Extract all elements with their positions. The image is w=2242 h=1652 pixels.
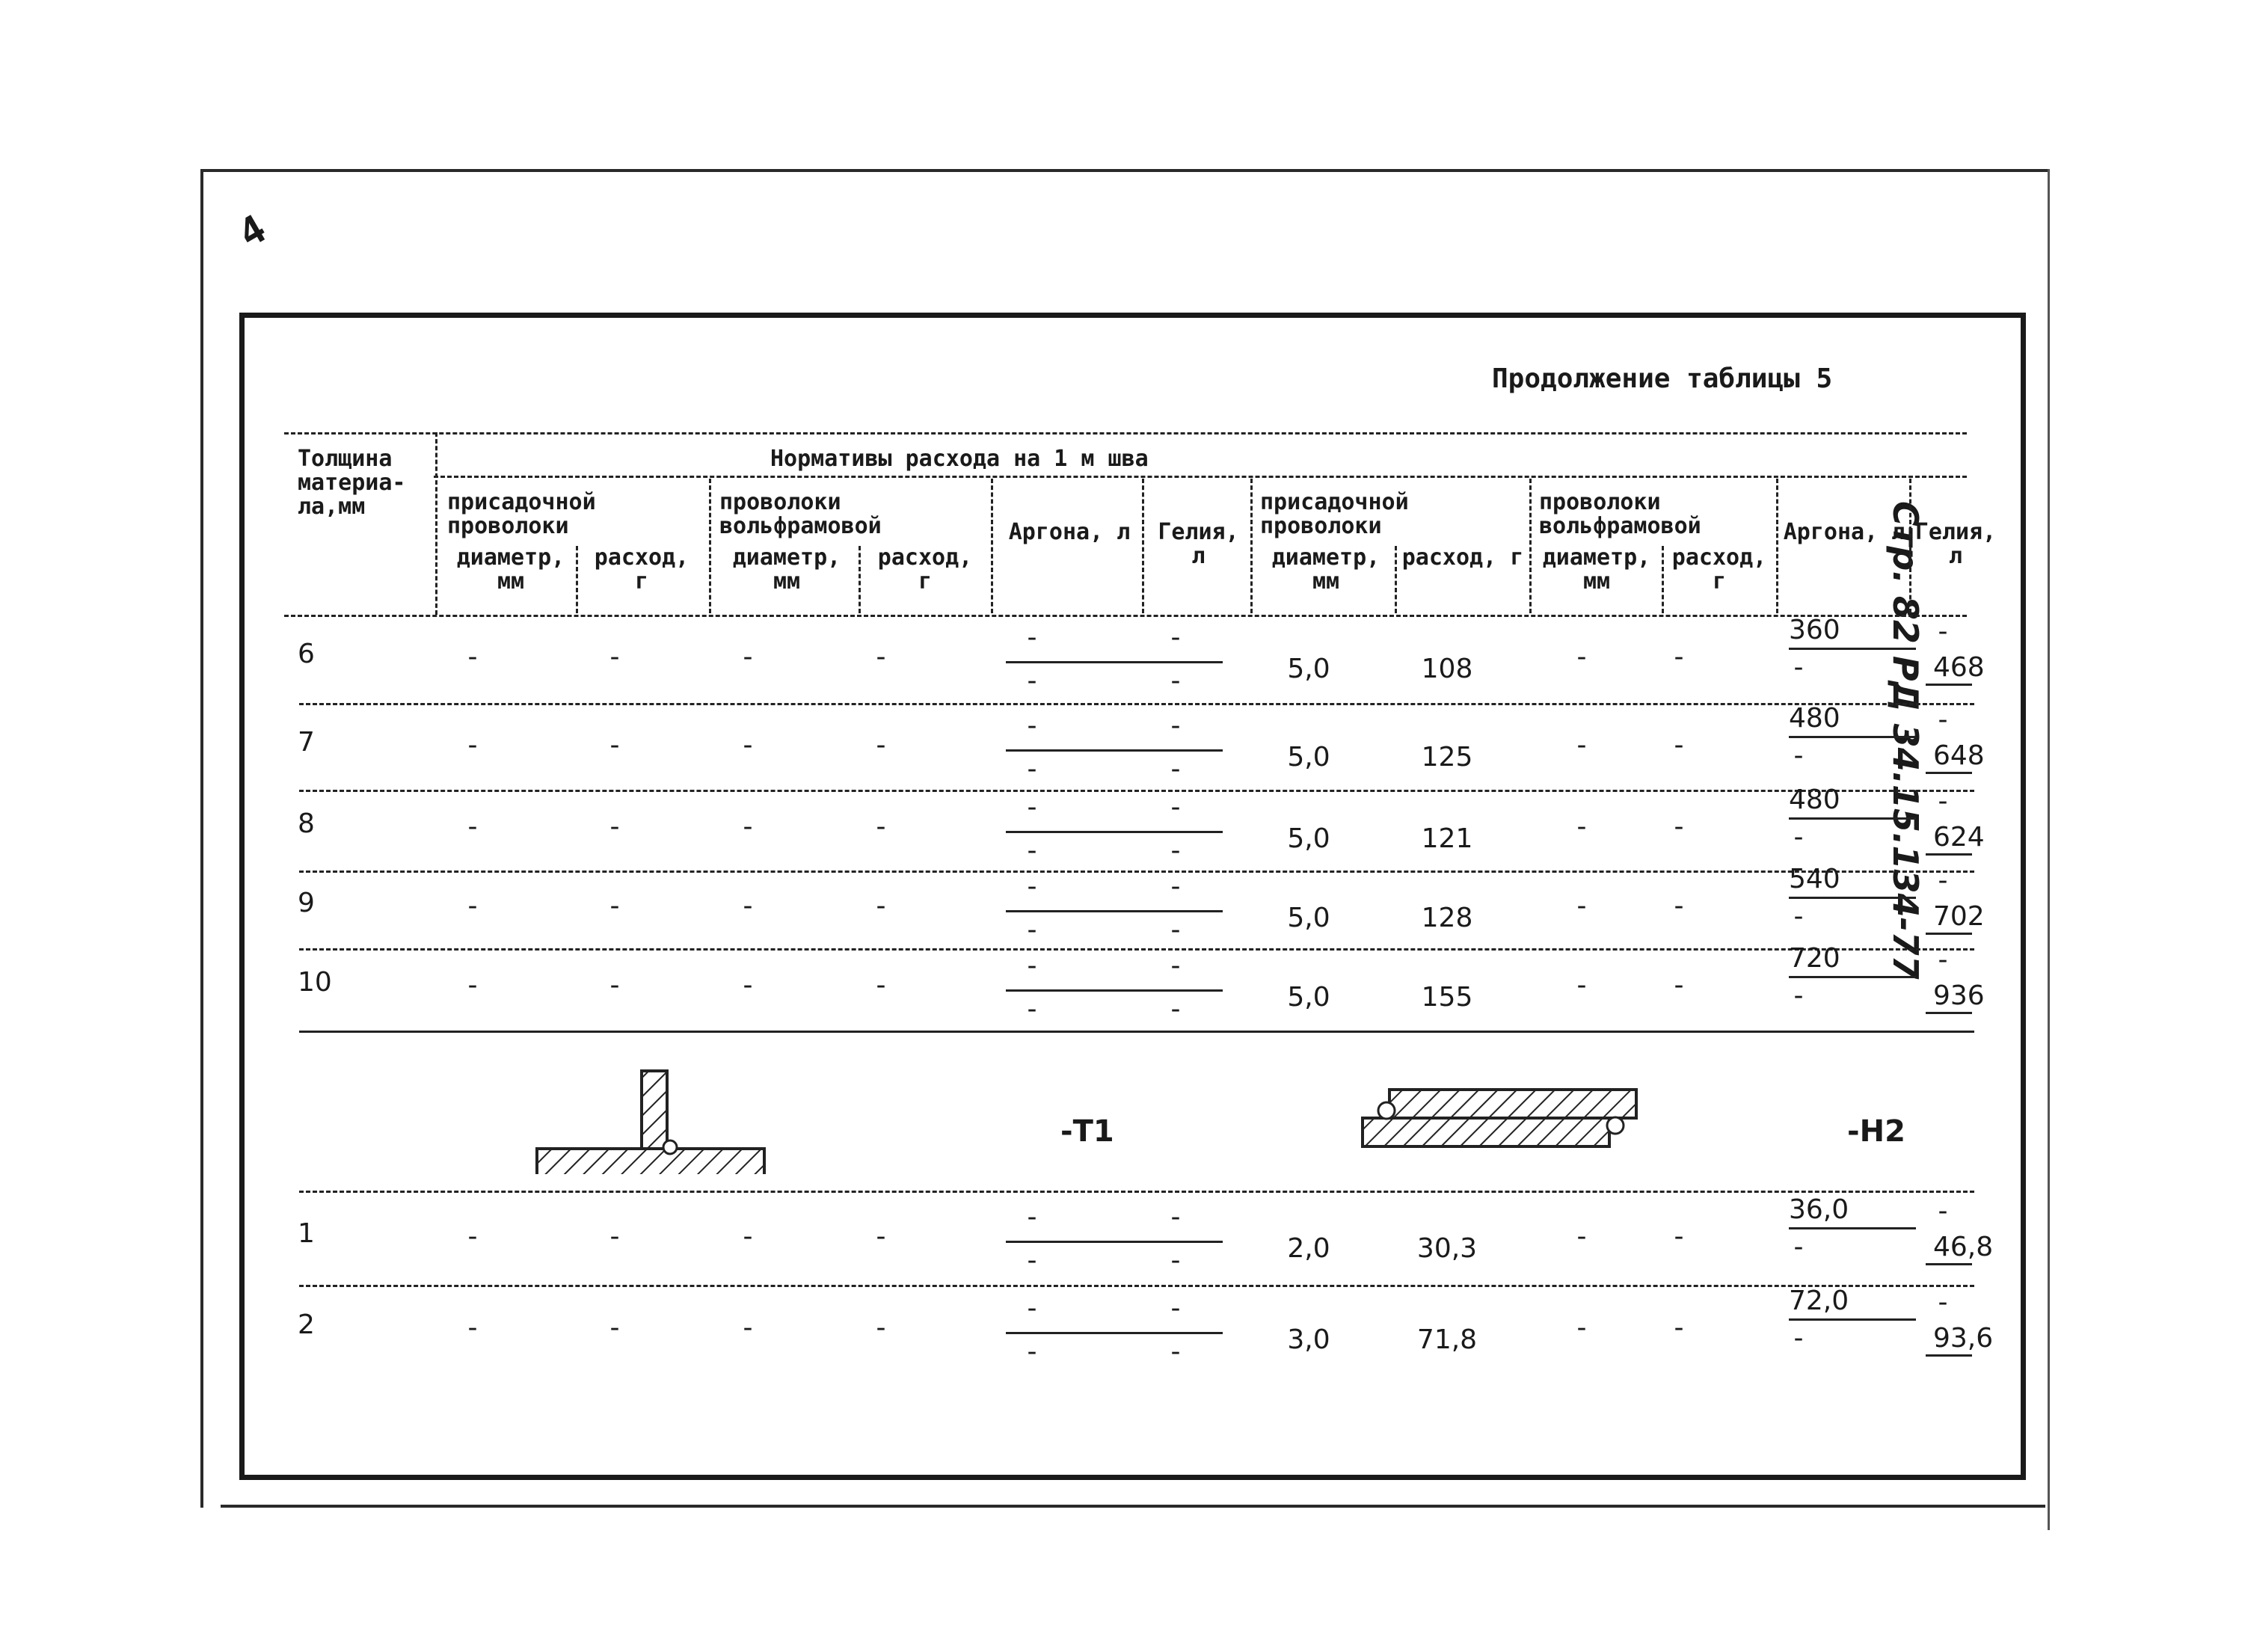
helium-placeholder: - (1170, 710, 1181, 741)
wire-consumption-cell: 125 (1421, 742, 1473, 773)
argon-placeholder: - (1793, 822, 1804, 853)
wire-diameter-cell: 5,0 (1287, 823, 1330, 854)
header-subdivider (576, 546, 578, 613)
argon-value: 72,0 (1789, 1286, 1849, 1316)
header-consumption: расход, г (594, 544, 690, 595)
argon-placeholder: - (1027, 871, 1037, 902)
header-helium: Гелия, л (1158, 519, 1239, 569)
outer-frame-bottom (221, 1505, 2045, 1508)
argon-placeholder: - (1027, 622, 1037, 653)
outer-frame-top (200, 169, 2049, 172)
thickness-cell: 8 (298, 808, 315, 839)
empty-dash-cell: - (1674, 970, 1684, 1001)
empty-dash-cell: - (743, 891, 753, 921)
header-thickness: Толщина материа- ла,мм (298, 446, 406, 520)
empty-dash-cell: - (609, 1221, 620, 1252)
helium-placeholder: - (1938, 865, 1948, 896)
header-divider (1529, 479, 1532, 613)
header-divider (1776, 479, 1778, 613)
tee-joint-diagram (523, 1062, 778, 1174)
table-caption: Продолжение таблицы 5 (1492, 363, 1833, 394)
wire-diameter-cell: 2,0 (1287, 1233, 1330, 1264)
fraction-line (1926, 772, 1972, 774)
argon-placeholder: - (1027, 666, 1037, 696)
empty-dash-cell: - (743, 730, 753, 761)
row-separator (299, 790, 1974, 792)
header-diameter: диаметр, мм (1542, 544, 1651, 595)
wire-diameter-cell: 3,0 (1287, 1324, 1330, 1355)
section-a-bottom-rule (299, 1031, 1974, 1033)
header-argon: Аргона, л (1008, 519, 1131, 545)
fraction-line (1789, 976, 1916, 978)
joint-label-n2: -Н2 (1847, 1114, 1905, 1149)
lap-joint-diagram (1354, 1081, 1645, 1163)
header-divider (1142, 479, 1144, 613)
empty-dash-cell: - (1674, 730, 1684, 761)
empty-dash-cell: - (467, 891, 478, 921)
empty-dash-cell: - (1674, 1312, 1684, 1343)
empty-dash-cell: - (743, 970, 753, 1001)
argon-placeholder: - (1793, 901, 1804, 932)
joint-label-t1: -Т1 (1060, 1114, 1114, 1149)
argon-value: 720 (1789, 943, 1840, 974)
helium-placeholder: - (1170, 915, 1181, 945)
wire-consumption-cell: 155 (1421, 982, 1473, 1013)
header-diameter: диаметр, мм (456, 544, 565, 595)
helium-placeholder: - (1170, 622, 1181, 653)
empty-dash-cell: - (609, 891, 620, 921)
empty-dash-cell: - (1576, 1312, 1587, 1343)
thickness-cell: 2 (298, 1309, 315, 1340)
header-norms: Нормативы расхода на 1 м шва (770, 446, 1149, 472)
header-consumption: расход, г (1401, 544, 1524, 571)
helium-placeholder: - (1170, 1202, 1181, 1232)
helium-value: 468 (1933, 652, 1985, 683)
argon-value: 480 (1789, 703, 1840, 734)
helium-placeholder: - (1938, 616, 1948, 647)
empty-dash-cell: - (1674, 642, 1684, 672)
argon-placeholder: - (1027, 1245, 1037, 1276)
fraction-line (1006, 661, 1223, 663)
outer-frame-left (200, 169, 203, 1508)
empty-dash-cell: - (1674, 1221, 1684, 1252)
argon-placeholder: - (1793, 740, 1804, 771)
row-separator (299, 1285, 1974, 1287)
empty-dash-cell: - (876, 642, 886, 672)
header-bottom-rule (284, 615, 1967, 617)
thickness-cell: 9 (298, 888, 315, 918)
fraction-line (1789, 736, 1916, 738)
empty-dash-cell: - (1576, 730, 1587, 761)
empty-dash-cell: - (876, 1312, 886, 1343)
empty-dash-cell: - (609, 730, 620, 761)
empty-dash-cell: - (743, 811, 753, 842)
helium-placeholder: - (1170, 792, 1181, 823)
fraction-line (1926, 1354, 1972, 1357)
header-argon: Аргона, л (1783, 519, 1905, 545)
helium-placeholder: - (1938, 1287, 1948, 1318)
helium-placeholder: - (1170, 1245, 1181, 1276)
header-subdivider (1395, 546, 1397, 613)
header-divider (1250, 479, 1253, 613)
empty-dash-cell: - (876, 1221, 886, 1252)
wire-diameter-cell: 5,0 (1287, 742, 1330, 773)
argon-placeholder: - (1793, 980, 1804, 1011)
helium-placeholder: - (1938, 786, 1948, 817)
empty-dash-cell: - (743, 1312, 753, 1343)
header-divider (1909, 479, 1911, 613)
row-separator (299, 870, 1974, 873)
header-filler-wire: присадочной проволоки (1260, 489, 1409, 539)
helium-placeholder: - (1170, 994, 1181, 1025)
fraction-line (1006, 749, 1223, 752)
inner-frame (239, 313, 2026, 1480)
empty-dash-cell: - (1576, 891, 1587, 921)
argon-placeholder: - (1027, 1202, 1037, 1232)
outer-frame-right (2048, 169, 2050, 1530)
argon-placeholder: - (1793, 652, 1804, 683)
wire-consumption-cell: 108 (1421, 654, 1473, 684)
thickness-cell: 7 (298, 727, 315, 758)
page-mark: 4 (231, 206, 274, 257)
argon-placeholder: - (1027, 710, 1037, 741)
helium-placeholder: - (1170, 951, 1181, 981)
argon-placeholder: - (1027, 1293, 1037, 1324)
header-mid-rule (434, 476, 1967, 478)
header-filler-wire: присадочной проволоки (447, 489, 596, 539)
thickness-cell: 6 (298, 639, 315, 669)
empty-dash-cell: - (1576, 1221, 1587, 1252)
empty-dash-cell: - (609, 1312, 620, 1343)
helium-placeholder: - (1170, 666, 1181, 696)
empty-dash-cell: - (1576, 970, 1587, 1001)
thickness-cell: 10 (298, 967, 332, 998)
fraction-line (1789, 1227, 1916, 1229)
fraction-line (1789, 648, 1916, 650)
argon-placeholder: - (1027, 835, 1037, 866)
argon-placeholder: - (1027, 1336, 1037, 1367)
fraction-line (1006, 831, 1223, 833)
empty-dash-cell: - (467, 970, 478, 1001)
row-separator (299, 703, 1974, 705)
argon-value: 480 (1789, 784, 1840, 815)
argon-placeholder: - (1793, 1232, 1804, 1262)
fraction-line (1789, 817, 1916, 820)
fraction-line (1926, 684, 1972, 686)
empty-dash-cell: - (609, 642, 620, 672)
fraction-line (1926, 853, 1972, 856)
empty-dash-cell: - (1576, 642, 1587, 672)
helium-value: 702 (1933, 901, 1985, 932)
helium-value: 624 (1933, 822, 1985, 853)
wire-consumption-cell: 121 (1421, 823, 1473, 854)
header-subdivider (859, 546, 861, 613)
fraction-line (1926, 933, 1972, 935)
header-tungsten-wire: проволоки вольфрамовой (719, 489, 882, 539)
argon-value: 540 (1789, 864, 1840, 894)
header-tungsten-wire: проволоки вольфрамовой (1539, 489, 1701, 539)
empty-dash-cell: - (1576, 811, 1587, 842)
empty-dash-cell: - (609, 970, 620, 1001)
argon-placeholder: - (1027, 951, 1037, 981)
thickness-cell: 1 (298, 1218, 315, 1249)
wire-consumption-cell: 128 (1421, 903, 1473, 933)
empty-dash-cell: - (876, 811, 886, 842)
empty-dash-cell: - (743, 642, 753, 672)
empty-dash-cell: - (467, 1221, 478, 1252)
fraction-line (1926, 1012, 1972, 1014)
empty-dash-cell: - (467, 642, 478, 672)
wire-consumption-cell: 71,8 (1416, 1324, 1478, 1355)
header-consumption: расход, г (877, 544, 973, 595)
argon-placeholder: - (1027, 994, 1037, 1025)
empty-dash-cell: - (609, 811, 620, 842)
header-consumption: расход, г (1671, 544, 1767, 595)
fraction-line (1789, 897, 1916, 899)
fraction-line (1789, 1318, 1916, 1321)
helium-value: 648 (1933, 740, 1985, 771)
wire-consumption-cell: 30,3 (1416, 1233, 1478, 1264)
empty-dash-cell: - (743, 1221, 753, 1252)
wire-diameter-cell: 5,0 (1287, 654, 1330, 684)
row-separator (299, 948, 1974, 951)
helium-placeholder: - (1170, 1336, 1181, 1367)
empty-dash-cell: - (1674, 811, 1684, 842)
argon-placeholder: - (1027, 792, 1037, 823)
fraction-line (1006, 989, 1223, 992)
empty-dash-cell: - (467, 1312, 478, 1343)
fraction-line (1006, 1241, 1223, 1243)
helium-value: 46,8 (1933, 1232, 1994, 1262)
wire-diameter-cell: 5,0 (1287, 903, 1330, 933)
argon-value: 36,0 (1789, 1194, 1849, 1225)
header-diameter: диаметр, мм (1271, 544, 1380, 595)
empty-dash-cell: - (876, 970, 886, 1001)
argon-value: 360 (1789, 615, 1840, 645)
helium-placeholder: - (1938, 704, 1948, 735)
helium-placeholder: - (1938, 945, 1948, 975)
fraction-line (1006, 1332, 1223, 1334)
empty-dash-cell: - (1674, 891, 1684, 921)
helium-placeholder: - (1170, 871, 1181, 902)
empty-dash-cell: - (876, 891, 886, 921)
fraction-line (1006, 910, 1223, 912)
empty-dash-cell: - (876, 730, 886, 761)
helium-value: 936 (1933, 980, 1985, 1011)
section-b-top-rule (299, 1191, 1974, 1193)
header-top-rule (284, 432, 1967, 435)
side-stamp: Стр. 82 РД 34.15.134-77 (1885, 501, 1926, 980)
argon-placeholder: - (1027, 915, 1037, 945)
header-helium: Гелия, л (1914, 519, 1997, 569)
header-diameter: диаметр, мм (732, 544, 841, 595)
helium-value: 93,6 (1933, 1323, 1994, 1354)
wire-diameter-cell: 5,0 (1287, 982, 1330, 1013)
empty-dash-cell: - (467, 811, 478, 842)
helium-placeholder: - (1170, 1293, 1181, 1324)
argon-placeholder: - (1027, 754, 1037, 784)
fraction-line (1926, 1263, 1972, 1265)
header-subdivider (1662, 546, 1664, 613)
helium-placeholder: - (1170, 835, 1181, 866)
helium-placeholder: - (1170, 754, 1181, 784)
argon-placeholder: - (1793, 1323, 1804, 1354)
header-divider (991, 479, 993, 613)
header-divider (709, 479, 711, 613)
helium-placeholder: - (1938, 1196, 1948, 1226)
empty-dash-cell: - (467, 730, 478, 761)
header-divider (435, 432, 437, 615)
